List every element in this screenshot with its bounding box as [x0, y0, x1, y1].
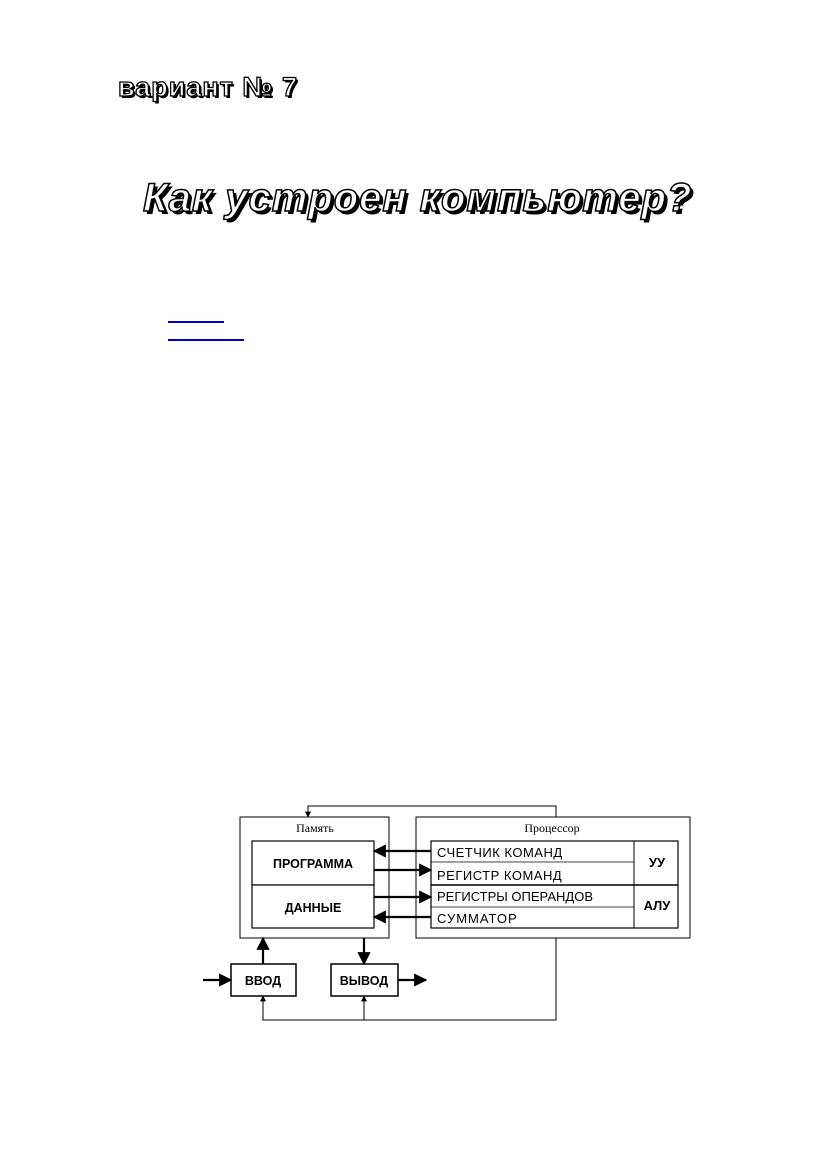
data-block-label: ДАННЫЕ [284, 901, 342, 915]
page-title: Как устроен компьютер? [143, 176, 693, 220]
register-operands: РЕГИСТРЫ ОПЕРАНДОВ [437, 889, 593, 904]
processor-label: Процессор [524, 821, 580, 835]
register-accumulator: СУММАТОР [437, 911, 518, 926]
alu-label: АЛУ [643, 898, 671, 913]
memory-label: Память [296, 821, 334, 835]
variant-heading: вариант № 7 [118, 72, 299, 102]
register-instruction: РЕГИСТР КОМАНД [437, 868, 563, 883]
program-block-label: ПРОГРАММА [272, 857, 354, 871]
input-block-label: ВВОД [244, 974, 282, 988]
control-line-top [308, 806, 556, 817]
register-program-counter: СЧЕТЧИК КОМАНД [437, 845, 563, 860]
output-block-label: ВЫВОД [339, 974, 389, 988]
control-unit-label: УУ [648, 855, 666, 870]
